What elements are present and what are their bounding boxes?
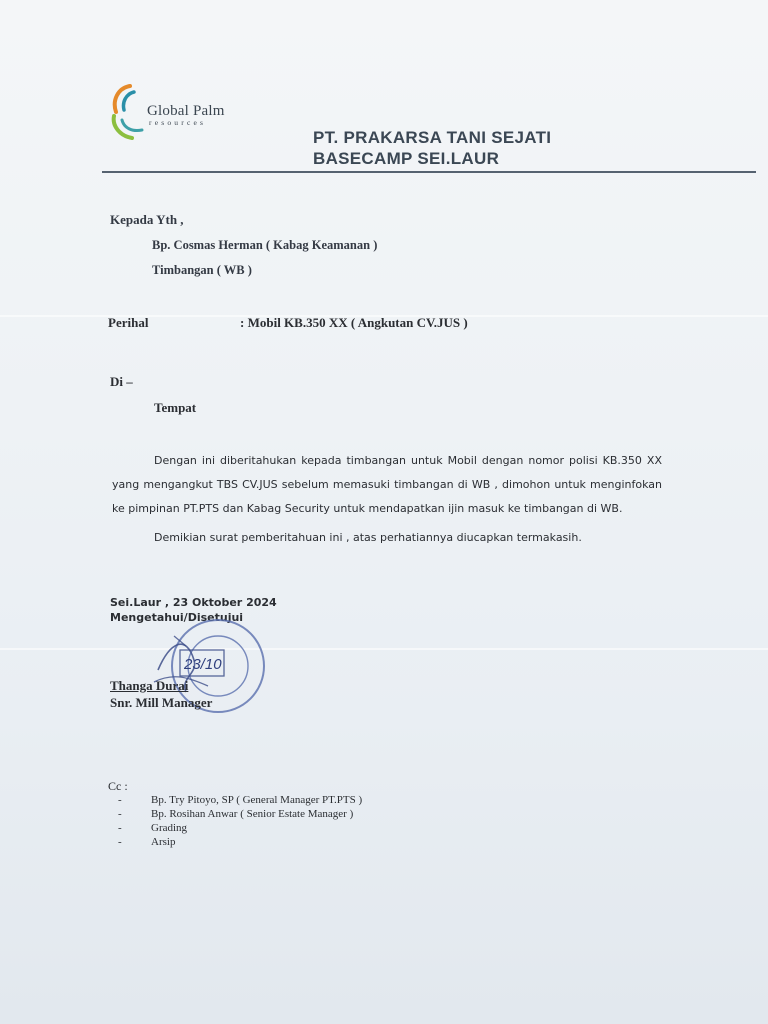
subject-value: : Mobil KB.350 XX ( Angkutan CV.JUS ) bbox=[240, 315, 468, 330]
signatory-title: Snr. Mill Manager bbox=[110, 695, 213, 710]
cc-item: Grading bbox=[151, 822, 188, 834]
paper-fold-line bbox=[0, 648, 768, 650]
basecamp-name: BASECAMP SEI.LAUR bbox=[313, 149, 500, 168]
cc-item: Bp. Try Pitoyo, SP ( General Manager PT.PTS ) bbox=[151, 794, 363, 806]
addressee-unit: Timbangan ( WB ) bbox=[152, 263, 252, 277]
list-item bbox=[118, 821, 362, 835]
signatory-name: Thanga Durai bbox=[110, 678, 189, 693]
cc-label: Cc : bbox=[108, 779, 128, 793]
place-date: Sei.Laur , 23 Oktober 2024 bbox=[110, 596, 277, 609]
addressee-name: Bp. Cosmas Herman ( Kabag Keamanan ) bbox=[152, 238, 378, 252]
cc-item: Arsip bbox=[151, 836, 176, 848]
cc-item: Bp. Rosihan Anwar ( Senior Estate Manager ) bbox=[151, 808, 354, 820]
logo-subtitle: resources bbox=[149, 118, 207, 127]
list-item bbox=[118, 835, 362, 849]
letterhead-divider bbox=[102, 171, 756, 173]
logo-wordmark: Global Palm bbox=[147, 103, 225, 119]
approval-label: Mengetahui/Disetujui bbox=[110, 611, 244, 624]
list-dash: - bbox=[118, 808, 122, 820]
location-label: Di – bbox=[110, 374, 133, 389]
global-palm-logo-icon bbox=[110, 80, 150, 142]
body-paragraph-2: Demikian surat pemberitahuan ini , atas perhatiannya diucapkan termakasih. bbox=[154, 531, 582, 544]
list-item bbox=[118, 807, 362, 821]
location-value: Tempat bbox=[154, 400, 197, 415]
body-paragraph-1: Dengan ini diberitahukan kepada timbangan untuk Mobil dengan nomor polisi KB.350 XX yang mengangkut TBS CV.JUS sebelum memasuki timbangan di WB , dimohon untuk menginfokan ke pimpinan PT.PTS dan Kabag Security untuk mendapatkan ijin masuk ke timbangan di WB. bbox=[112, 454, 662, 515]
list-dash: - bbox=[118, 822, 122, 834]
list-item bbox=[118, 793, 362, 807]
company-name: PT. PRAKARSA TANI SEJATI bbox=[313, 128, 552, 147]
stamp-handwritten-date: 23/10 bbox=[184, 656, 222, 673]
list-dash: - bbox=[118, 836, 122, 848]
cc-list bbox=[118, 793, 362, 849]
addressee-greeting: Kepada Yth , bbox=[110, 212, 184, 227]
subject-label: Perihal bbox=[108, 315, 149, 330]
list-dash: - bbox=[118, 794, 122, 806]
